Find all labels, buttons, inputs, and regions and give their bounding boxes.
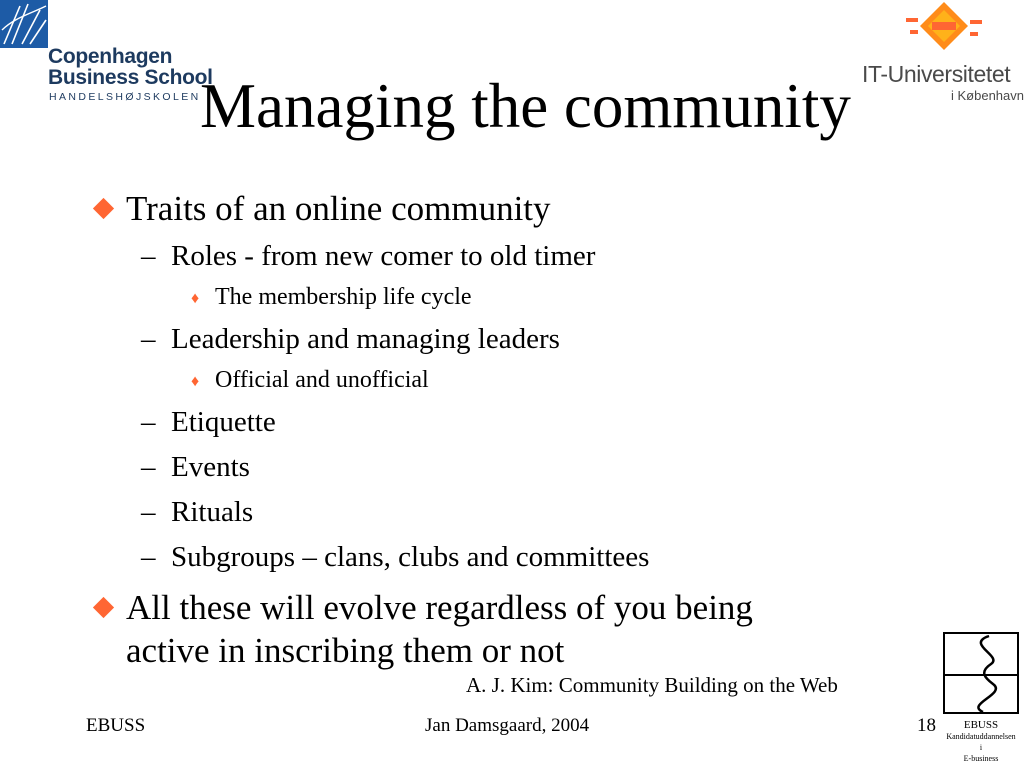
footer-center: Jan Damsgaard, 2004 — [425, 715, 590, 736]
sub-bullet-item — [141, 321, 560, 357]
small-diamond-bullet-icon: ♦ — [191, 373, 200, 390]
itu-logo-mark — [904, 0, 984, 62]
cbs-logo — [0, 0, 213, 110]
sub-bullet-item — [141, 238, 596, 274]
sub-bullet-item — [141, 404, 276, 440]
dash-bullet-icon: – — [141, 323, 156, 355]
ebuss-logo-line2: i — [979, 743, 983, 752]
sub-sub-bullet-item — [191, 365, 429, 395]
ebuss-logo-line3: E-business — [963, 754, 999, 763]
diamond-bullet-icon — [93, 597, 114, 618]
bullet-text: Traits of an online community — [126, 189, 551, 228]
bullet-item — [126, 586, 753, 630]
itu-logo — [858, 0, 1024, 110]
ebuss-logo — [943, 632, 1019, 714]
citation: A. J. Kim: Community Building on the Web — [466, 673, 838, 697]
sub-sub-bullet-item — [191, 282, 472, 312]
sub-bullet-item — [141, 494, 254, 530]
ebuss-logo-mark — [945, 634, 1017, 712]
small-diamond-bullet-icon: ♦ — [191, 290, 200, 307]
dash-bullet-icon: – — [141, 541, 156, 573]
itu-logo-subtitle: i København — [951, 88, 1024, 103]
bullet-text: Official and unofficial — [215, 367, 429, 393]
bullet-text: Subgroups – clans, clubs and committees — [171, 541, 650, 573]
cbs-logo-mark — [0, 0, 48, 48]
dash-bullet-icon: – — [141, 406, 156, 438]
dash-bullet-icon: – — [141, 240, 156, 272]
bullet-item — [126, 187, 551, 231]
cbs-logo-line1: Copenhagen — [48, 45, 173, 68]
ebuss-logo-name: EBUSS — [963, 719, 999, 731]
footer-left: EBUSS — [86, 715, 146, 736]
bullet-text: Roles - from new comer to old timer — [171, 240, 596, 272]
cbs-logo-line3: HANDELSHØJSKOLEN — [49, 91, 201, 103]
sub-bullet-item — [141, 539, 650, 575]
diamond-bullet-icon — [93, 198, 114, 219]
cbs-logo-line2: Business School — [48, 66, 213, 89]
bullet-text: active in inscribing them or not — [126, 631, 565, 670]
dash-bullet-icon: – — [141, 496, 156, 528]
ebuss-logo-line1: Kandidatuddannelsen — [946, 732, 1016, 741]
slide-title: Managing the community — [200, 71, 851, 141]
page-number: 18 — [917, 715, 936, 736]
bullet-text: All these will evolve regardless of you being — [126, 588, 753, 627]
bullet-text: The membership life cycle — [215, 284, 472, 310]
bullet-text: Etiquette — [171, 406, 276, 438]
dash-bullet-icon: – — [141, 451, 156, 483]
bullet-text: Events — [171, 451, 250, 483]
bullet-text: Leadership and managing leaders — [171, 323, 560, 355]
bullet-continuation — [126, 629, 564, 673]
bullet-text: Rituals — [171, 496, 254, 528]
itu-logo-name: IT-Universitetet — [862, 61, 1011, 87]
sub-bullet-item — [141, 449, 250, 485]
